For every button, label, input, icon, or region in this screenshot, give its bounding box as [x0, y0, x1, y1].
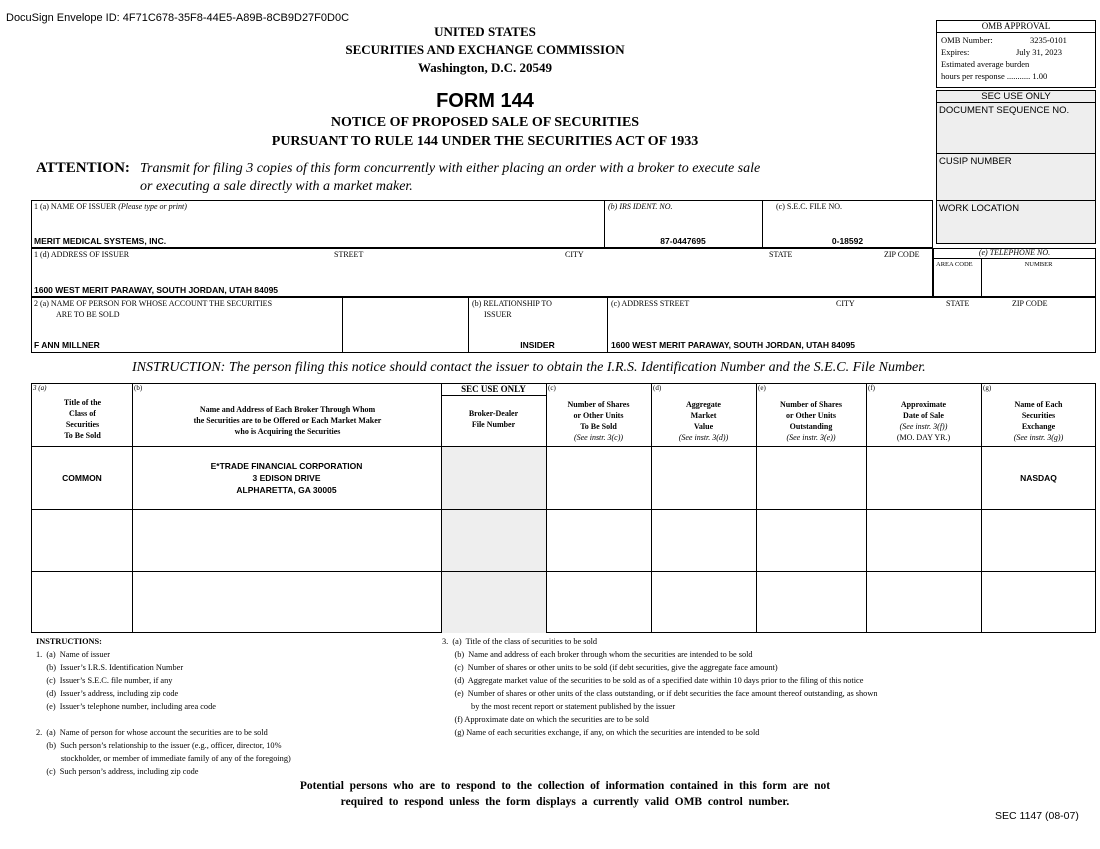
instruction-line: INSTRUCTION: The person filing this notice should contact the issuer to obtain the I.R.S. Identification Number and the S.E.C. File Number.	[132, 360, 926, 375]
relationship-label-b: ISSUER	[484, 310, 512, 319]
work-location-label: WORK LOCATION	[939, 203, 1020, 214]
issuer-name-value: MERIT MEDICAL SYSTEMS, INC.	[34, 236, 167, 246]
header-aggregate-market-value: Aggregate Market Value (See instr. 3(d))	[678, 400, 729, 442]
telephone-label: (e) TELEPHONE NO.	[978, 248, 1051, 257]
person-address-label: (c) ADDRESS STREET	[611, 299, 690, 308]
row-1-broker-line-3: ALPHARETTA, GA 30005	[236, 485, 337, 495]
omb-expires-label: Expires:	[941, 47, 970, 57]
instructions-left-8: (b) Such person’s relationship to the issuer (e.g., officer, director, 10%	[36, 741, 282, 750]
header-exchange: Name of Each Securities Exchange (See instr. 3(g))	[1013, 400, 1064, 442]
relationship-label-a: (b) RELATIONSHIP TO	[472, 299, 552, 308]
person-name-value: F ANN MILLNER	[34, 340, 100, 350]
sec-use-only-column-title: SEC USE ONLY	[461, 384, 526, 394]
header-line-3: Washington, D.C. 20549	[418, 60, 552, 75]
relationship-value: INSIDER	[520, 340, 555, 350]
instructions-left-4: (d) Issuer’s address, including zip code	[36, 689, 179, 698]
instructions-title: INSTRUCTIONS:	[36, 637, 102, 646]
cusip-label: CUSIP NUMBER	[939, 156, 1012, 167]
number-label: NUMBER	[1024, 261, 1053, 268]
person-state-label: STATE	[946, 299, 970, 308]
attention-line-1: Transmit for filing 3 copies of this form concurrently with either placing an order with a broker to execute sale	[140, 161, 761, 176]
form-subtitle-2: PURSUANT TO RULE 144 UNDER THE SECURITIES ACT OF 1933	[271, 134, 699, 149]
area-code-label: AREA CODE	[936, 261, 973, 268]
irs-ident-value: 87-0447695	[660, 236, 706, 246]
col-tag-d: (d)	[653, 384, 662, 392]
sec-use-only-title: SEC USE ONLY	[981, 91, 1051, 102]
form-code: SEC 1147 (08-07)	[995, 810, 1079, 822]
row-1-class: COMMON	[62, 473, 102, 483]
omb-number-label: OMB Number:	[941, 35, 993, 45]
row-1-broker-line-2: 3 EDISON DRIVE	[252, 473, 321, 483]
envelope-id: DocuSign Envelope ID: 4F71C678-35F8-44E5-A89B-8CB9D27F0D0C	[6, 12, 350, 24]
street-label: STREET	[334, 250, 364, 259]
header-shares-to-be-sold: Number of Shares or Other Units To Be Sold (See instr. 3(c))	[567, 400, 630, 442]
col-tag-g: (g)	[983, 384, 992, 392]
zip-label: ZIP CODE	[884, 250, 920, 259]
instructions-right-3: (c) Number of shares or other units to be sold (if debt securities, give the aggregate face amount)	[442, 663, 778, 672]
col-tag-3a: 3 (a)	[33, 384, 47, 392]
header-broker-dealer-file: Broker-Dealer File Number	[468, 409, 519, 429]
issuer-address-label: 1 (d) ADDRESS OF ISSUER	[34, 250, 130, 259]
col-tag-f: (f)	[868, 384, 875, 392]
instructions-right-4: (d) Aggregate market value of the securities to be sold as of a specified date within 10 days prior to the filing of this notice	[442, 676, 864, 685]
person-label-b: ARE TO BE SOLD	[56, 310, 120, 319]
instructions-left-2: (b) Issuer’s I.R.S. Identification Number	[36, 663, 184, 672]
col-tag-b: (b)	[134, 384, 143, 392]
instructions-left-3: (c) Issuer’s S.E.C. file number, if any	[36, 676, 173, 685]
issuer-address-value: 1600 WEST MERIT PARAWAY, SOUTH JORDAN, UTAH 84095	[34, 285, 279, 295]
row-1-exchange: NASDAQ	[1020, 473, 1057, 483]
state-label: STATE	[769, 250, 793, 259]
person-label-a: 2 (a) NAME OF PERSON FOR WHOSE ACCOUNT THE SECURITIES	[34, 299, 273, 308]
sec-file-value: 0-18592	[831, 236, 864, 246]
instructions-right-6: by the most recent report or statement published by the issuer	[442, 702, 676, 711]
header-line-2: SECURITIES AND EXCHANGE COMMISSION	[345, 42, 625, 57]
instructions-left-1: 1. (a) Name of issuer	[36, 650, 110, 659]
footer-notice-2: required to respond unless the form displays a currently valid OMB control number.	[340, 796, 790, 808]
header-line-1: UNITED STATES	[434, 24, 536, 39]
header-title-of-class: Title of the Class of Securities To Be Sold	[63, 398, 102, 440]
omb-title: OMB APPROVAL	[981, 21, 1051, 31]
instructions-right-2: (b) Name and address of each broker through whom the securities are intended to be sold	[442, 650, 753, 659]
omb-burden-2: hours per response ........... 1.00	[941, 71, 1048, 81]
city-label: CITY	[565, 250, 584, 259]
instructions-left-5: (e) Issuer’s telephone number, including area code	[36, 702, 216, 711]
instructions-right-8: (g) Name of each securities exchange, if any, on which the securities are intended to be sold	[442, 728, 760, 737]
instructions-right-7: (f) Approximate date on which the securities are to be sold	[442, 715, 649, 724]
person-address-value: 1600 WEST MERIT PARAWAY, SOUTH JORDAN, UTAH 84095	[611, 340, 856, 350]
instructions-left-10: (c) Such person’s address, including zip code	[36, 767, 199, 776]
omb-burden-1: Estimated average burden	[941, 59, 1030, 69]
omb-number: 3235-0101	[1030, 35, 1067, 45]
instructions-left-7: 2. (a) Name of person for whose account the securities are to be sold	[36, 728, 268, 737]
issuer-name-label: 1 (a) NAME OF ISSUER (Please type or print)	[34, 202, 187, 211]
instructions-left-9: stockholder, or member of immediate family of any of the foregoing)	[36, 754, 291, 763]
broker-dealer-gray-column	[441, 446, 546, 633]
col-tag-c: (c)	[548, 384, 556, 392]
row-1-broker-line-1: E*TRADE FINANCIAL CORPORATION	[210, 461, 363, 471]
header-broker-name: Name and Address of Each Broker Through Whom the Securities are to be Offered or Each Market Maker who is Acquiring the Securities	[193, 405, 382, 436]
header-shares-outstanding: Number of Shares or Other Units Outstanding (See instr. 3(e))	[780, 400, 842, 442]
attention-label: ATTENTION:	[36, 160, 130, 176]
omb-expires: July 31, 2023	[1016, 47, 1063, 57]
person-zip-label: ZIP CODE	[1012, 299, 1048, 308]
document-sequence-label: DOCUMENT SEQUENCE NO.	[939, 105, 1070, 116]
col-tag-e: (e)	[758, 384, 766, 392]
instructions-right-1: 3. (a) Title of the class of securities to be sold	[442, 637, 598, 646]
sec-file-label: (c) S.E.C. FILE NO.	[776, 202, 842, 211]
attention-line-2: or executing a sale directly with a market maker.	[140, 179, 413, 194]
irs-ident-label: (b) IRS IDENT. NO.	[608, 202, 673, 211]
person-city-label: CITY	[836, 299, 855, 308]
footer-notice-1: Potential persons who are to respond to the collection of information contained in this form are not	[299, 780, 831, 792]
form-title: FORM 144	[436, 90, 534, 112]
form-subtitle-1: NOTICE OF PROPOSED SALE OF SECURITIES	[330, 115, 640, 130]
header-approximate-date: Approximate Date of Sale (See instr. 3(f)) (MO. DAY YR.)	[896, 400, 951, 442]
instructions-right-5: (e) Number of shares or other units of the class outstanding, or if debt securities the face amount thereof outstanding, as shown	[442, 689, 878, 698]
